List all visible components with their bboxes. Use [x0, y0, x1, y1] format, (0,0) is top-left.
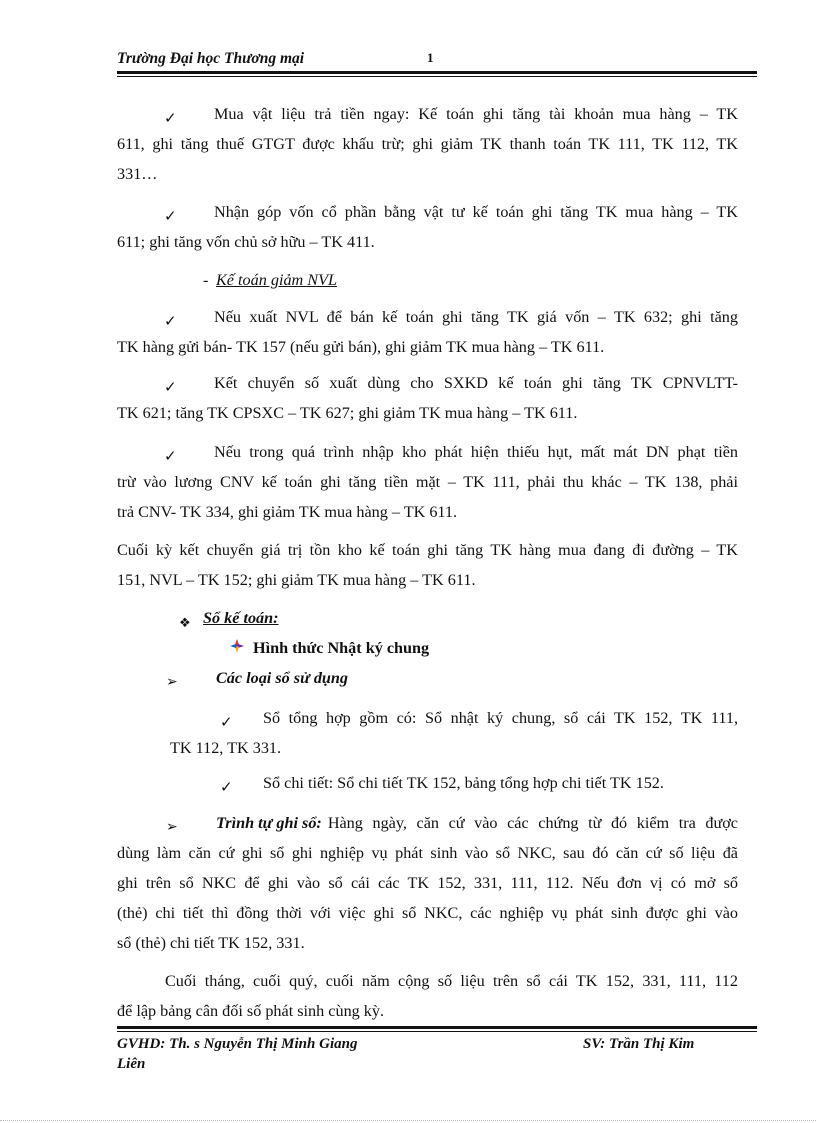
form-title: Hình thức Nhật ký chung [253, 639, 430, 657]
footer-rule-thick [117, 1026, 757, 1029]
checkmark-icon: ✓ [164, 447, 177, 465]
p7-line1: Sổ tổng hợp gồm có: Sổ nhật ký chung, sổ cái TK 152, TK 111, [263, 709, 738, 727]
order-line1: Hàng ngày, căn cứ vào các chứng từ đó kiểm tra được [327, 814, 738, 832]
section-decrease-title: Kế toán giảm NVL [216, 271, 337, 289]
checkmark-icon: ✓ [220, 778, 233, 796]
p1-line3: 331… [117, 165, 158, 183]
types-title: Các loại sổ sử dụng [216, 669, 349, 687]
p5-line3: trả CNV- TK 334, ghi giảm TK mua hàng – TK 611. [117, 503, 458, 521]
checkmark-icon: ✓ [164, 109, 177, 127]
order-line3: ghi trên sổ NKC để ghi vào sổ cái các TK 152, 331, 111, 112. Nếu đơn vị có mở sổ [117, 874, 738, 892]
p6-line2: 151, NVL – TK 152; ghi giảm TK mua hàng – TK 611. [117, 571, 476, 589]
ledger-title: Sổ kế toán: [203, 609, 279, 627]
page-bottom-edge [0, 1120, 816, 1121]
page-number: 1 [427, 50, 434, 65]
order-title: Trình tự ghi sổ: [216, 814, 322, 832]
arrow-bullet-icon: ➢ [166, 674, 178, 690]
checkmark-icon: ✓ [220, 713, 233, 731]
arrow-bullet-icon: ➢ [166, 819, 178, 835]
checkmark-icon: ✓ [164, 378, 177, 396]
p3-line1: Nếu xuất NVL để bán kế toán ghi tăng TK giá vốn – TK 632; ghi tăng [214, 308, 738, 326]
header-rule-thick [117, 71, 757, 74]
p1-line1: Mua vật liệu trả tiền ngay: Kế toán ghi tăng tài khoản mua hàng – TK [214, 105, 738, 123]
section-dash: - [203, 271, 209, 289]
footer-rule-thin [117, 1031, 757, 1032]
header-rule-thin [117, 76, 757, 77]
p9-line2: để lập bảng cân đối số phát sinh cùng kỳ. [117, 1002, 385, 1020]
order-line4: (thẻ) chi tiết thì đồng thời với việc ghi sổ NKC, các nghiệp vụ phát sinh được ghi vào [117, 904, 738, 922]
p3-line2: TK hàng gửi bán- TK 157 (nếu gửi bán), ghi giảm TK mua hàng – TK 611. [117, 338, 605, 356]
p8-line1: Sổ chi tiết: Sổ chi tiết TK 152, bảng tổng hợp chi tiết TK 152. [263, 774, 664, 792]
header-school: Trường Đại học Thương mại [117, 50, 305, 67]
plus-bullet-icon [229, 638, 245, 654]
p1-line2: 611, ghi tăng thuế GTGT được khấu trừ; ghi giảm TK thanh toán TK 111, TK 112, TK [117, 135, 738, 153]
p5-line1: Nếu trong quá trình nhập kho phát hiện thiếu hụt, mất mát DN phạt tiền [214, 443, 738, 461]
p4-line1: Kết chuyển số xuất dùng cho SXKD kế toán ghi tăng TK CPNVLTT- [214, 374, 738, 392]
footer-student: SV: Trần Thị Kim [583, 1036, 695, 1052]
checkmark-icon: ✓ [164, 312, 177, 330]
order-line1-wrap [216, 808, 738, 838]
p7-line2: TK 112, TK 331. [170, 739, 282, 757]
p6-line1: Cuối kỳ kết chuyển giá trị tồn kho kế toán ghi tăng TK hàng mua đang đi đường – TK [117, 541, 738, 559]
p2-line2: 611; ghi tăng vốn chủ sở hữu – TK 411. [117, 233, 375, 251]
diamond-bullet-icon: ❖ [179, 616, 191, 631]
checkmark-icon: ✓ [164, 207, 177, 225]
footer-instructor: GVHD: Th. s Nguyễn Thị Minh Giang [117, 1036, 358, 1052]
p5-line2: trừ vào lương CNV kế toán ghi tăng tiền mặt – TK 111, phải thu khác – TK 138, phải [117, 473, 738, 491]
footer-student-cont: Liên [117, 1056, 146, 1072]
order-line2: dùng làm căn cứ ghi sổ ghi nghiệp vụ phát sinh vào sổ NKC, sau đó căn cứ số liệu đã [117, 844, 738, 862]
p9-line1: Cuối tháng, cuối quý, cuối năm cộng số liệu trên sổ cái TK 152, 331, 111, 112 [165, 972, 738, 990]
p4-line2: TK 621; tăng TK CPSXC – TK 627; ghi giảm TK mua hàng – TK 611. [117, 404, 578, 422]
p2-line1: Nhận góp vốn cổ phần bằng vật tư kế toán ghi tăng TK mua hàng – TK [214, 203, 738, 221]
order-line5: sổ (thẻ) chi tiết TK 152, 331. [117, 934, 305, 952]
